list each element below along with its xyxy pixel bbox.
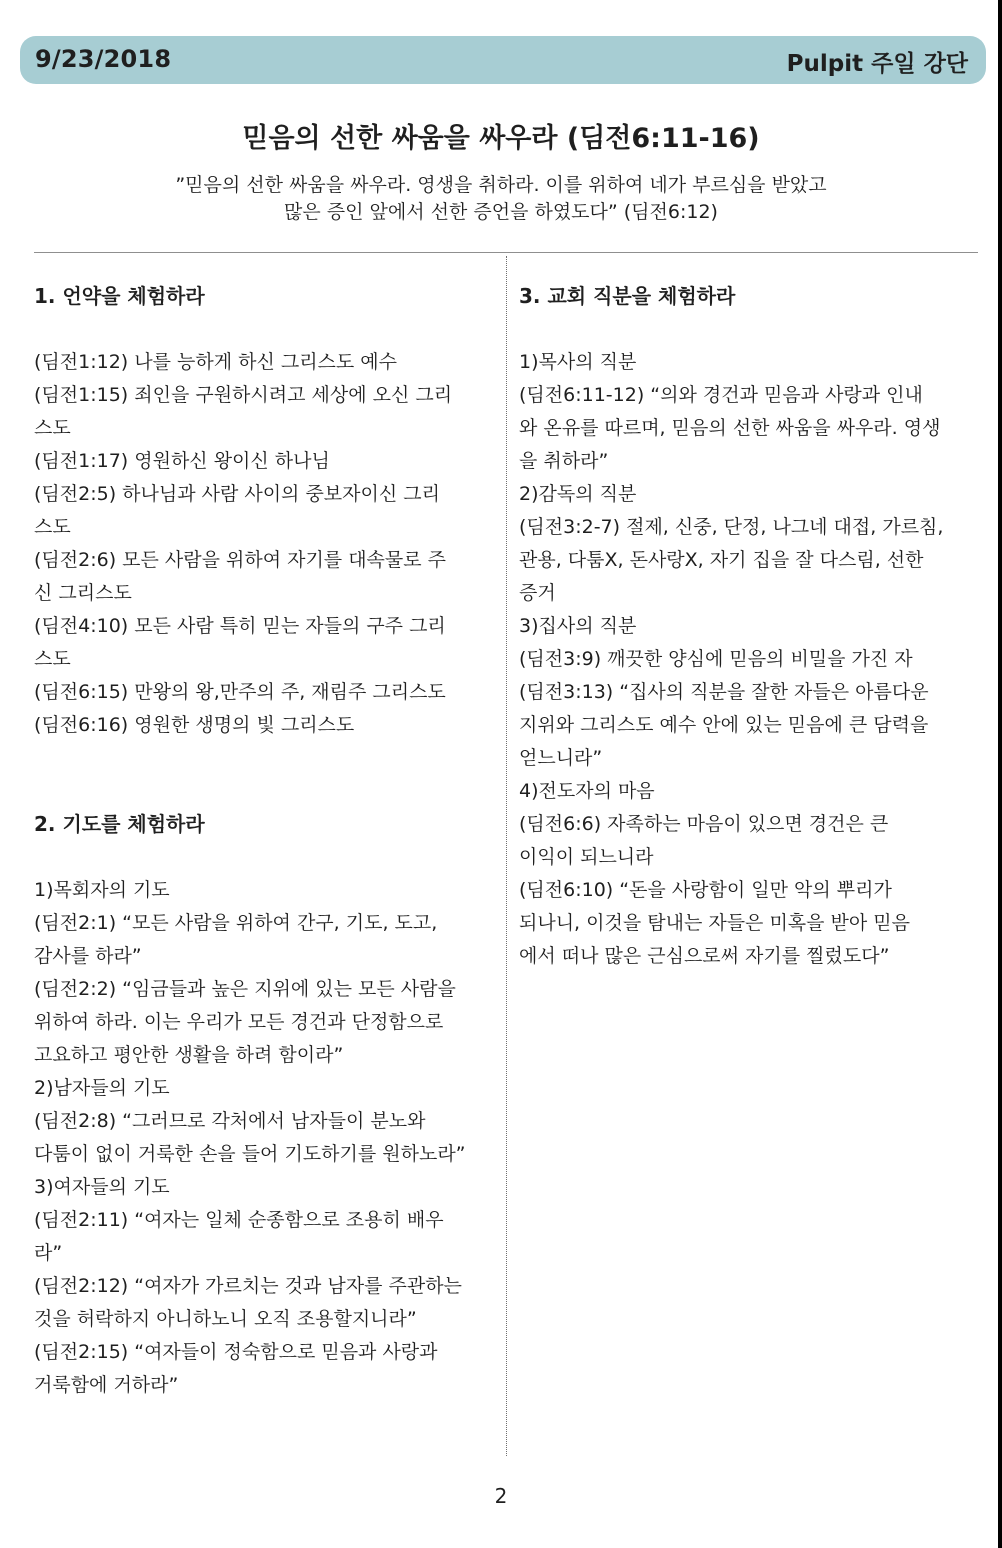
section-2-item: 2)남자들의 기도 [34,1077,170,1099]
section-3-item: (딤전6:11-12) “의와 경건과 믿음과 사랑과 인내 와 온유를 따르며, 믿음의 선한 싸움을 싸우라. 영생 을 취하라” [519,384,941,472]
right-edge-border [998,0,1002,1548]
key-verse-line-1: ”믿음의 선한 싸움을 싸우라. 영생을 취하라. 이를 위하여 네가 부르심을 받았고 [175,174,827,196]
section-2-item: 1)목회자의 기도 [34,879,170,901]
column-divider [506,256,507,1456]
section-1-heading: 1. 언약을 체험하라 [34,284,205,308]
section-2-item: (딤전2:11) “여자는 일체 순종함으로 조용히 배우 라” [34,1209,444,1264]
section-3-item: (딤전3:2-7) 절제, 신중, 단정, 나그네 대접, 가르침, 관용, 다툼X, 돈사랑X, 자기 집을 잘 다스림, 선한 증거 [519,516,944,604]
section-2-item: (딤전2:1) “모든 사람을 위하여 간구, 기도, 도고, 감사를 하라” [34,912,438,967]
left-column [34,280,502,1402]
section-1-item: (딤전1:17) 영원하신 왕이신 하나님 [34,450,330,472]
right-column [519,280,984,973]
sermon-title: 믿음의 선한 싸움을 싸우라 (딤전6:11-16) [242,123,760,154]
spacer [519,313,984,346]
section-2-item: (딤전2:12) “여자가 가르치는 것과 남자를 주관하는 것을 허락하지 아니하노니 오직 조용할지니라” [34,1275,462,1330]
section-3-item: 2)감독의 직분 [519,483,637,505]
section-1-item: (딤전2:6) 모든 사람을 위하여 자기를 대속물로 주 신 그리스도 [34,549,447,604]
header-bar [20,36,986,84]
section-1-item: (딤전6:16) 영원한 생명의 빛 그리스도 [34,714,355,736]
spacer [34,841,502,874]
section-1-item: (딤전2:5) 하나님과 사람 사이의 중보자이신 그리 스도 [34,483,440,538]
section-3-item: 1)목사의 직분 [519,351,637,373]
spacer [34,313,502,346]
title-divider [34,252,978,253]
spacer [34,742,502,808]
section-1-item: (딤전1:12) 나를 능하게 하신 그리스도 예수 [34,351,398,373]
header-date: 9/23/2018 [35,45,172,73]
key-verse-line-2: 많은 증인 앞에서 선한 증언을 하였도다” (딤전6:12) [284,201,718,223]
section-1-item: (딤전6:15) 만왕의 왕,만주의 주, 재림주 그리스도 [34,681,446,703]
header-title: Pulpit 주일 강단 [786,51,968,77]
section-3-item: 3)집사의 직분 [519,615,637,637]
section-3-item: (딤전3:9) 깨끗한 양심에 믿음의 비밀을 가진 자 [519,648,913,670]
section-2-heading: 2. 기도를 체험하라 [34,812,205,836]
section-2-item: (딤전2:2) “임금들과 높은 지위에 있는 모든 사람을 위하여 하라. 이는 우리가 모든 경건과 단정함으로 고요하고 평안한 생활을 하려 함이라” [34,978,456,1066]
section-3-item: (딤전3:13) “집사의 직분을 잘한 자들은 아름다운 지위와 그리스도 예수 안에 있는 믿음에 큰 담력을 얻느니라” [519,681,929,769]
page-number: 2 [494,1484,508,1508]
section-3-item: (딤전6:6) 자족하는 마음이 있으면 경건은 큰 이익이 되느니라 [519,813,889,868]
section-3-heading: 3. 교회 직분을 체험하라 [519,284,736,308]
section-3-item: (딤전6:10) “돈을 사랑함이 일만 악의 뿌리가 되나니, 이것을 탐내는 자들은 미혹을 받아 믿음 에서 떠나 많은 근심으로써 자기를 찔렀도다” [519,879,911,967]
section-2-item: 3)여자들의 기도 [34,1176,170,1198]
section-1-item: (딤전1:15) 죄인을 구원하시려고 세상에 오신 그리 스도 [34,384,453,439]
section-2-item: (딤전2:15) “여자들이 정숙함으로 믿음과 사랑과 거룩함에 거하라” [34,1341,438,1396]
section-1-item: (딤전4:10) 모든 사람 특히 믿는 자들의 구주 그리 스도 [34,615,446,670]
section-3-item: 4)전도자의 마음 [519,780,655,802]
section-2-item: (딤전2:8) “그러므로 각처에서 남자들이 분노와 다툼이 없이 거룩한 손을 들어 기도하기를 원하노라” [34,1110,466,1165]
